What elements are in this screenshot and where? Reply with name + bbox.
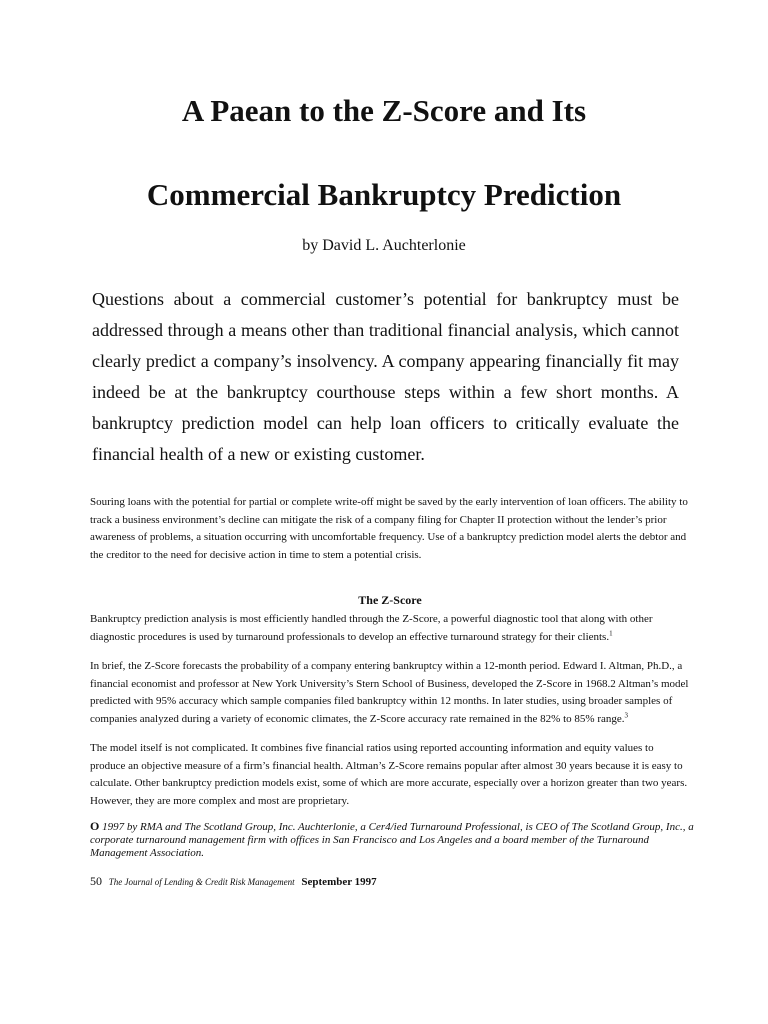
title-line-1: A Paean to the Z-Score and Its [181,93,587,128]
journal-name: The Journal of Lending & Credit Risk Management [108,877,295,887]
footnote-ref-3: 3 [624,710,628,719]
page-footer [90,874,690,889]
paragraph-z-score-intro-text: Bankruptcy prediction analysis is most efficiently handled through the Z-Score, a powerful diagnostic tool that along with other diagnostic procedures is used by turnaround professionals to develop an effective turnaround strategy for their clients. [90,613,653,643]
issue-date: September 1997 [301,876,377,888]
copyright-notice [90,820,700,860]
title-line-2: Commercial Bankruptcy Prediction [146,177,622,212]
byline: by David L. Auchterlonie [302,237,466,254]
paragraph-z-score-intro [90,611,690,646]
lead-paragraph: Questions about a commercial customer’s potential for bankruptcy must be addressed through a means other than traditional financial analysis, which cannot clearly predict a company’s insolvency. A company appearing financially fit may indeed be at the bankruptcy courthouse steps within a few short months. A bankruptcy prediction model can help loan officers to critically evaluate the financial health of a new or existing customer. [92,289,679,464]
paragraph-z-score-history [90,658,690,728]
copyright-symbol: O [90,819,100,833]
paragraph-souring-loans: Souring loans with the potential for partial or complete write-off might be saved by the early intervention of loan officers. The ability to track a business environment’s decline can mitigate the risk of a company filing for Chapter II protection without the lender’s prior awareness of problems, a situation occurring with uncomfortable frequency. Use of a bankruptcy prediction model alerts the debtor and the creditor to the need for decisive action in time to stem a potential crisis. [90,496,688,561]
paragraph-z-score-model: The model itself is not complicated. It combines five financial ratios using reported accounting information and equity values to produce an objective measure of a firm’s financial health. Altman’s Z-Score remains popular after almost 30 years because it is easy to calculate. Other bankruptcy prediction models exist, some of which are more accurate, especially over a horizon greater than two years. However, they are more complex and most are proprietary. [90,742,688,807]
section-heading-z-score: The Z-Score [358,593,422,607]
copyright-text: 1997 by RMA and The Scotland Group, Inc. Auchterlonie, a Cer4/ied Turnaround Professional, is CEO of The Scotland Group, Inc., a corporate turnaround management firm with offices in San Francisco and Los Angeles and a board member of the Turnaround Management Association. [90,821,694,859]
paragraph-z-score-history-text: In brief, the Z-Score forecasts the probability of a company entering bankruptcy within a 12-month period. Edward I. Altman, Ph.D., a financial economist and professor at New York University’s Stern School of Business, developed the Z-Score in 1968.2 Altman’s model predicted with 95% accuracy which sample companies filed bankruptcy within 12 months. In later studies, using broader samples of companies analyzed during a variety of economic climates, the Z-Score accuracy rate remained in the 82% to 85% range. [90,660,689,725]
footnote-ref-1: 1 [609,628,613,637]
page-number: 50 [90,874,102,888]
